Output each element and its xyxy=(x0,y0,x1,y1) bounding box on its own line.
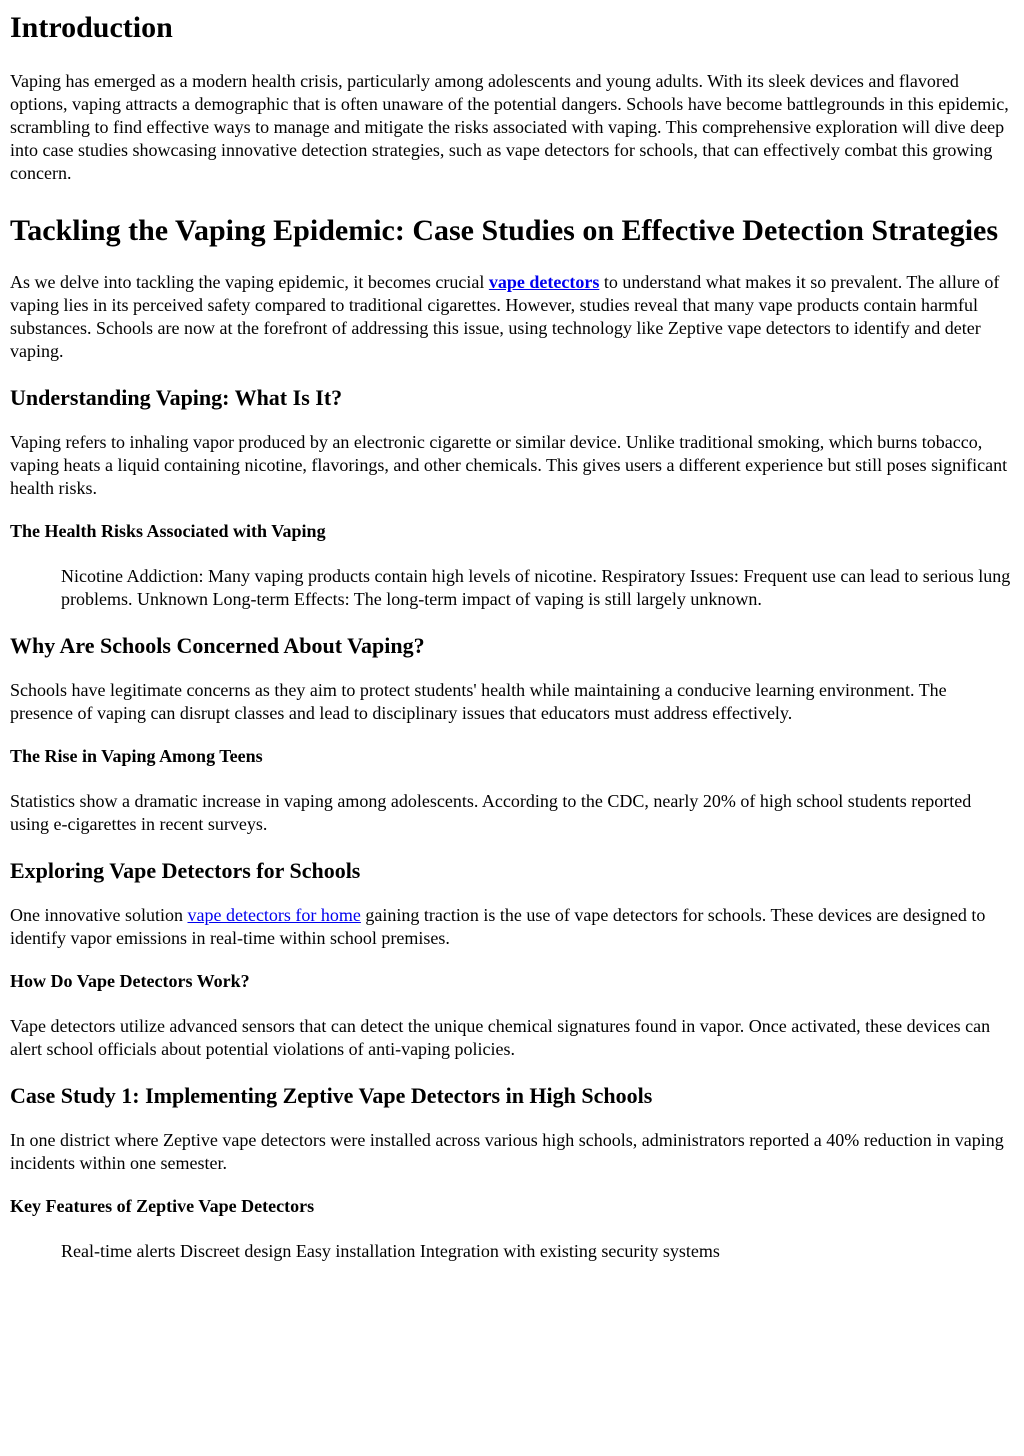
tackling-text-after: to understand what makes it so prevalent. The allure of vaping lies in its perceived safety compared to traditional cigarettes. However, studies reveal that many vape products contain harmful substances. Schools are now at the forefront of addressing this issue, using technology like Zeptive vape detectors to identify and deter vaping. xyxy=(10,272,1000,361)
tackling-heading: Tackling the Vaping Epidemic: Case Studies on Effective Detection Strategies xyxy=(10,214,999,247)
how-work-heading: How Do Vape Detectors Work? xyxy=(10,971,250,991)
intro-paragraph: Vaping has emerged as a modern health crisis, particularly among adolescents and young adults. With its sleek devices and flavored options, vaping attracts a demographic that is often unaware of the potential dangers. Schools have become battlegrounds in this epidemic, scrambling to find effective ways to manage and mitigate the risks associated with vaping. This comprehensive exploration will dive deep into case studies showcasing innovative detection strategies, such as vape detectors for schools, that can effectively combat this growing concern. xyxy=(10,71,1009,183)
health-risks-heading: The Health Risks Associated with Vaping xyxy=(10,521,326,541)
rise-teens-paragraph: Statistics show a dramatic increase in vaping among adolescents. According to the CDC, nearly 20% of high school students reported using e-cigarettes in recent surveys. xyxy=(10,791,972,834)
case-study-1-heading: Case Study 1: Implementing Zeptive Vape Detectors in High Schools xyxy=(10,1083,653,1108)
vape-detectors-for-home-link[interactable]: vape detectors for home xyxy=(187,905,361,925)
key-features-heading: Key Features of Zeptive Vape Detectors xyxy=(10,1196,315,1216)
case-study-1-paragraph: In one district where Zeptive vape detectors were installed across various high schools, administrators reported a 40% reduction in vaping incidents within one semester. xyxy=(10,1130,1004,1173)
tackling-text-before: As we delve into tackling the vaping epidemic, it becomes crucial xyxy=(10,272,489,292)
exploring-text-before: One innovative solution xyxy=(10,905,188,925)
key-features-list: Real-time alerts Discreet design Easy installation Integration with existing security systems xyxy=(61,1241,720,1261)
schools-concerned-paragraph: Schools have legitimate concerns as they aim to protect students' health while maintaining a conducive learning environment. The presence of vaping can disrupt classes and lead to disciplinary issues that educators must address effectively. xyxy=(10,680,947,723)
exploring-heading: Exploring Vape Detectors for Schools xyxy=(10,858,361,883)
vape-detectors-link[interactable]: vape detectors xyxy=(488,272,600,292)
exploring-paragraph xyxy=(10,904,1014,950)
health-risks-list: Nicotine Addiction: Many vaping products contain high levels of nicotine. Respiratory Issues: Frequent use can lead to serious lung problems. Unknown Long-term Effects: The long-term impact of vaping is still largely unknown. xyxy=(61,566,1011,609)
understanding-paragraph: Vaping refers to inhaling vapor produced by an electronic cigarette or similar device. Unlike traditional smoking, which burns tobacco, vaping heats a liquid containing nicotine, flavorings, and other chemicals. This gives users a different experience but still poses significant health risks. xyxy=(10,432,1008,498)
article xyxy=(10,10,1014,1263)
schools-concerned-heading: Why Are Schools Concerned About Vaping? xyxy=(10,633,425,658)
tackling-paragraph xyxy=(10,271,1014,363)
intro-heading: Introduction xyxy=(10,11,173,44)
how-work-paragraph: Vape detectors utilize advanced sensors that can detect the unique chemical signatures found in vapor. Once activated, these devices can alert school officials about potential violations of anti-vaping policies. xyxy=(10,1016,991,1059)
exploring-text-after: gaining traction is the use of vape detectors for schools. These devices are designed to identify vapor emissions in real-time within school premises. xyxy=(10,905,986,948)
rise-teens-heading: The Rise in Vaping Among Teens xyxy=(10,746,263,766)
understanding-heading: Understanding Vaping: What Is It? xyxy=(10,385,343,410)
